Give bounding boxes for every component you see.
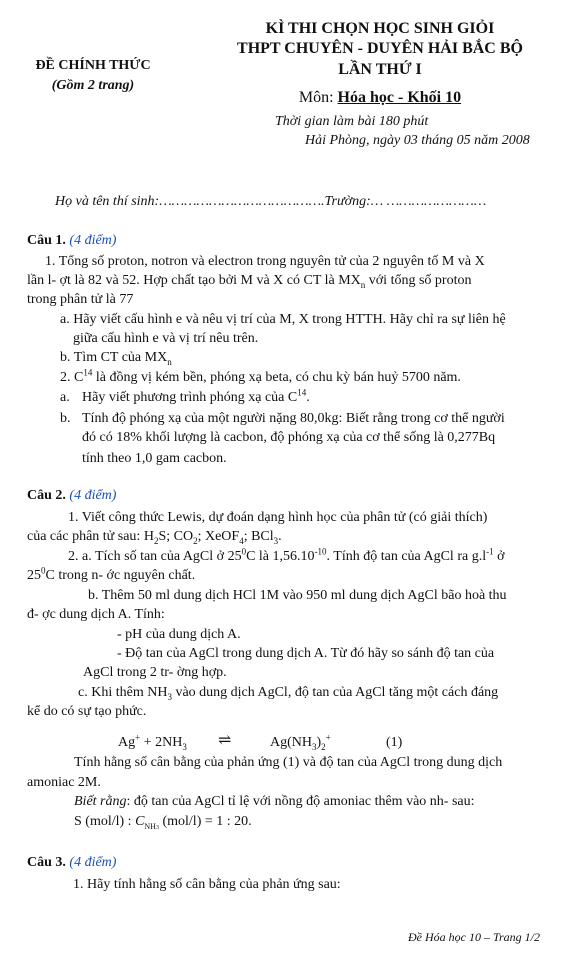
q2-l4: $25^0C$ trong n- ớc nguyên chất. — [27, 565, 196, 583]
q1-p2a-label: a. — [60, 390, 70, 405]
q2-l9: AgCl trong 2 tr- ờng hợp. — [83, 665, 227, 680]
q1-heading: Câu 1. (4 điểm) — [27, 233, 117, 248]
subject-prefix: Môn: — [298, 89, 338, 106]
q2-l7: - pH của dung dịch A. — [117, 627, 241, 642]
q3-l1: 1. Hãy tính hằng số cân bằng của phản ứng sau: — [73, 877, 341, 892]
q2-points: (4 điểm) — [69, 488, 117, 503]
subject-line — [190, 89, 570, 107]
q3-label: Câu 3 — [27, 855, 63, 870]
q2-l1: 1. Viết công thức Lewis, dự đoán dạng hình học của phân tử (có giải thích) — [68, 510, 488, 525]
q1-b: b. Tìm CT của $MX_n$ — [60, 350, 172, 367]
q2-l10: c. Khi thêm $NH_3$ vào dung dịch AgCl, độ tan của AgCl tăng một cách đáng — [78, 685, 499, 702]
official-label: ĐỀ CHÍNH THỨC — [35, 58, 151, 73]
q2-l14: Biết rằng: độ tan của AgCl tỉ lệ với nồng độ amoniac thêm vào nh- sau: — [74, 794, 475, 809]
q1-label: Câu 1 — [27, 233, 63, 248]
pages-note: (Gồm 2 trang) — [51, 78, 135, 93]
q2-l8: - Độ tan của AgCl trong dung dịch A. Từ đó hãy so sánh độ tan của — [117, 646, 495, 661]
place-date: Hải Phòng, ngày 03 tháng 05 năm 2008 — [305, 133, 530, 148]
q1-p2: 2. $C^{14}$ là đồng vị kém bền, phóng xạ beta, có chu kỳ bán huỷ 5700 năm. — [60, 367, 461, 385]
equation-right: $Ag(NH_3)_2^+$ — [270, 732, 331, 752]
q1-p2b-line3: tính theo 1,0 gam cacbon. — [82, 451, 227, 466]
q1-p2a-text: Hãy viết phương trình phóng xạ của $C^{14}$. — [82, 387, 310, 405]
q2-l15: S (mol/l) : $C_{NH3}$ (mol/l) = 1 : 20. — [74, 814, 252, 831]
q1-p1-line2: lần l- ợt là 82 và 52. Hợp chất tạo bởi M và X có CT là $MX_n$ với tổng số proton — [27, 273, 472, 290]
q1-a-line2: giữa cấu hình e và vị trí nêu trên. — [73, 331, 259, 346]
q1-p1-line3: trong phân tử là 77 — [27, 292, 134, 307]
page-footer: Đề Hóa học 10 – Trang 1/2 — [408, 930, 540, 944]
q1-p2b-label: b. — [60, 411, 71, 426]
subject-name: Hóa học - Khối 10 — [337, 89, 462, 106]
q2-heading: Câu 2. (4 điểm) — [27, 488, 117, 503]
q1-p2b-line1: Tính độ phóng xạ của một người nặng 80,0kg: Biết rằng trong cơ thể người — [82, 411, 505, 426]
equation-left: $Ag^+ + 2NH_3$ — [118, 732, 187, 752]
equation-number: (1) — [386, 735, 403, 750]
q1-a-line1: a. Hãy viết cấu hình e và nêu vị trí của M, X trong HTTH. Hãy chỉ ra sự liên hệ — [60, 312, 506, 327]
equilibrium-arrow: ⇌ — [218, 732, 232, 749]
q2-l11: kể do có sự tạo phức. — [27, 704, 147, 719]
exam-title-line1: KÌ THI CHỌN HỌC SINH GIỎI — [265, 20, 495, 37]
q1-p1-line1: 1. Tổng số proton, notron và electron trong nguyên tử của 2 nguyên tố M và X — [45, 254, 485, 269]
q2-label: Câu 2 — [27, 488, 63, 503]
q1-points: (4 điểm) — [69, 233, 117, 248]
q2-l2: của các phân tử sau: $H_2S$; $CO_2$; XeOF$_4$; BCl$_3$. — [27, 529, 282, 546]
q2-l6: đ- ợc dung dịch A. Tính: — [27, 607, 165, 622]
q3-points: (4 điểm) — [69, 855, 117, 870]
q3-heading: Câu 3. (4 điểm) — [27, 855, 117, 870]
student-info-line: Họ và tên thí sinh:………………………………….Trường:… …………………… — [55, 194, 487, 209]
q2-l13: amoniac 2M. — [27, 775, 101, 790]
q1-p2b-line2: đó có 18% khối lượng là cacbon, độ phóng xạ của cơ thể sống là 0,277Bq — [82, 430, 496, 445]
exam-title-line3: LẦN THỨ I — [338, 61, 422, 78]
q2-l3: 2. a. Tích số tan của AgCl ở $25^0C$ là $1,56.10^{-10}$. Tính độ tan của AgCl ra $g.l^{-1}$ ở — [68, 546, 505, 564]
exam-title-line2: THPT CHUYÊN - DUYÊN HẢI BẮC BỘ — [237, 40, 523, 57]
q2-l12: Tính hằng số cân bằng của phản ứng (1) và độ tan của AgCl trong dung dịch — [74, 755, 503, 770]
q2-l5: b. Thêm 50 ml dung dịch HCl 1M vào 950 ml dung dịch AgCl bão hoà thu — [88, 588, 507, 603]
duration: Thời gian làm bài 180 phút — [275, 114, 429, 129]
